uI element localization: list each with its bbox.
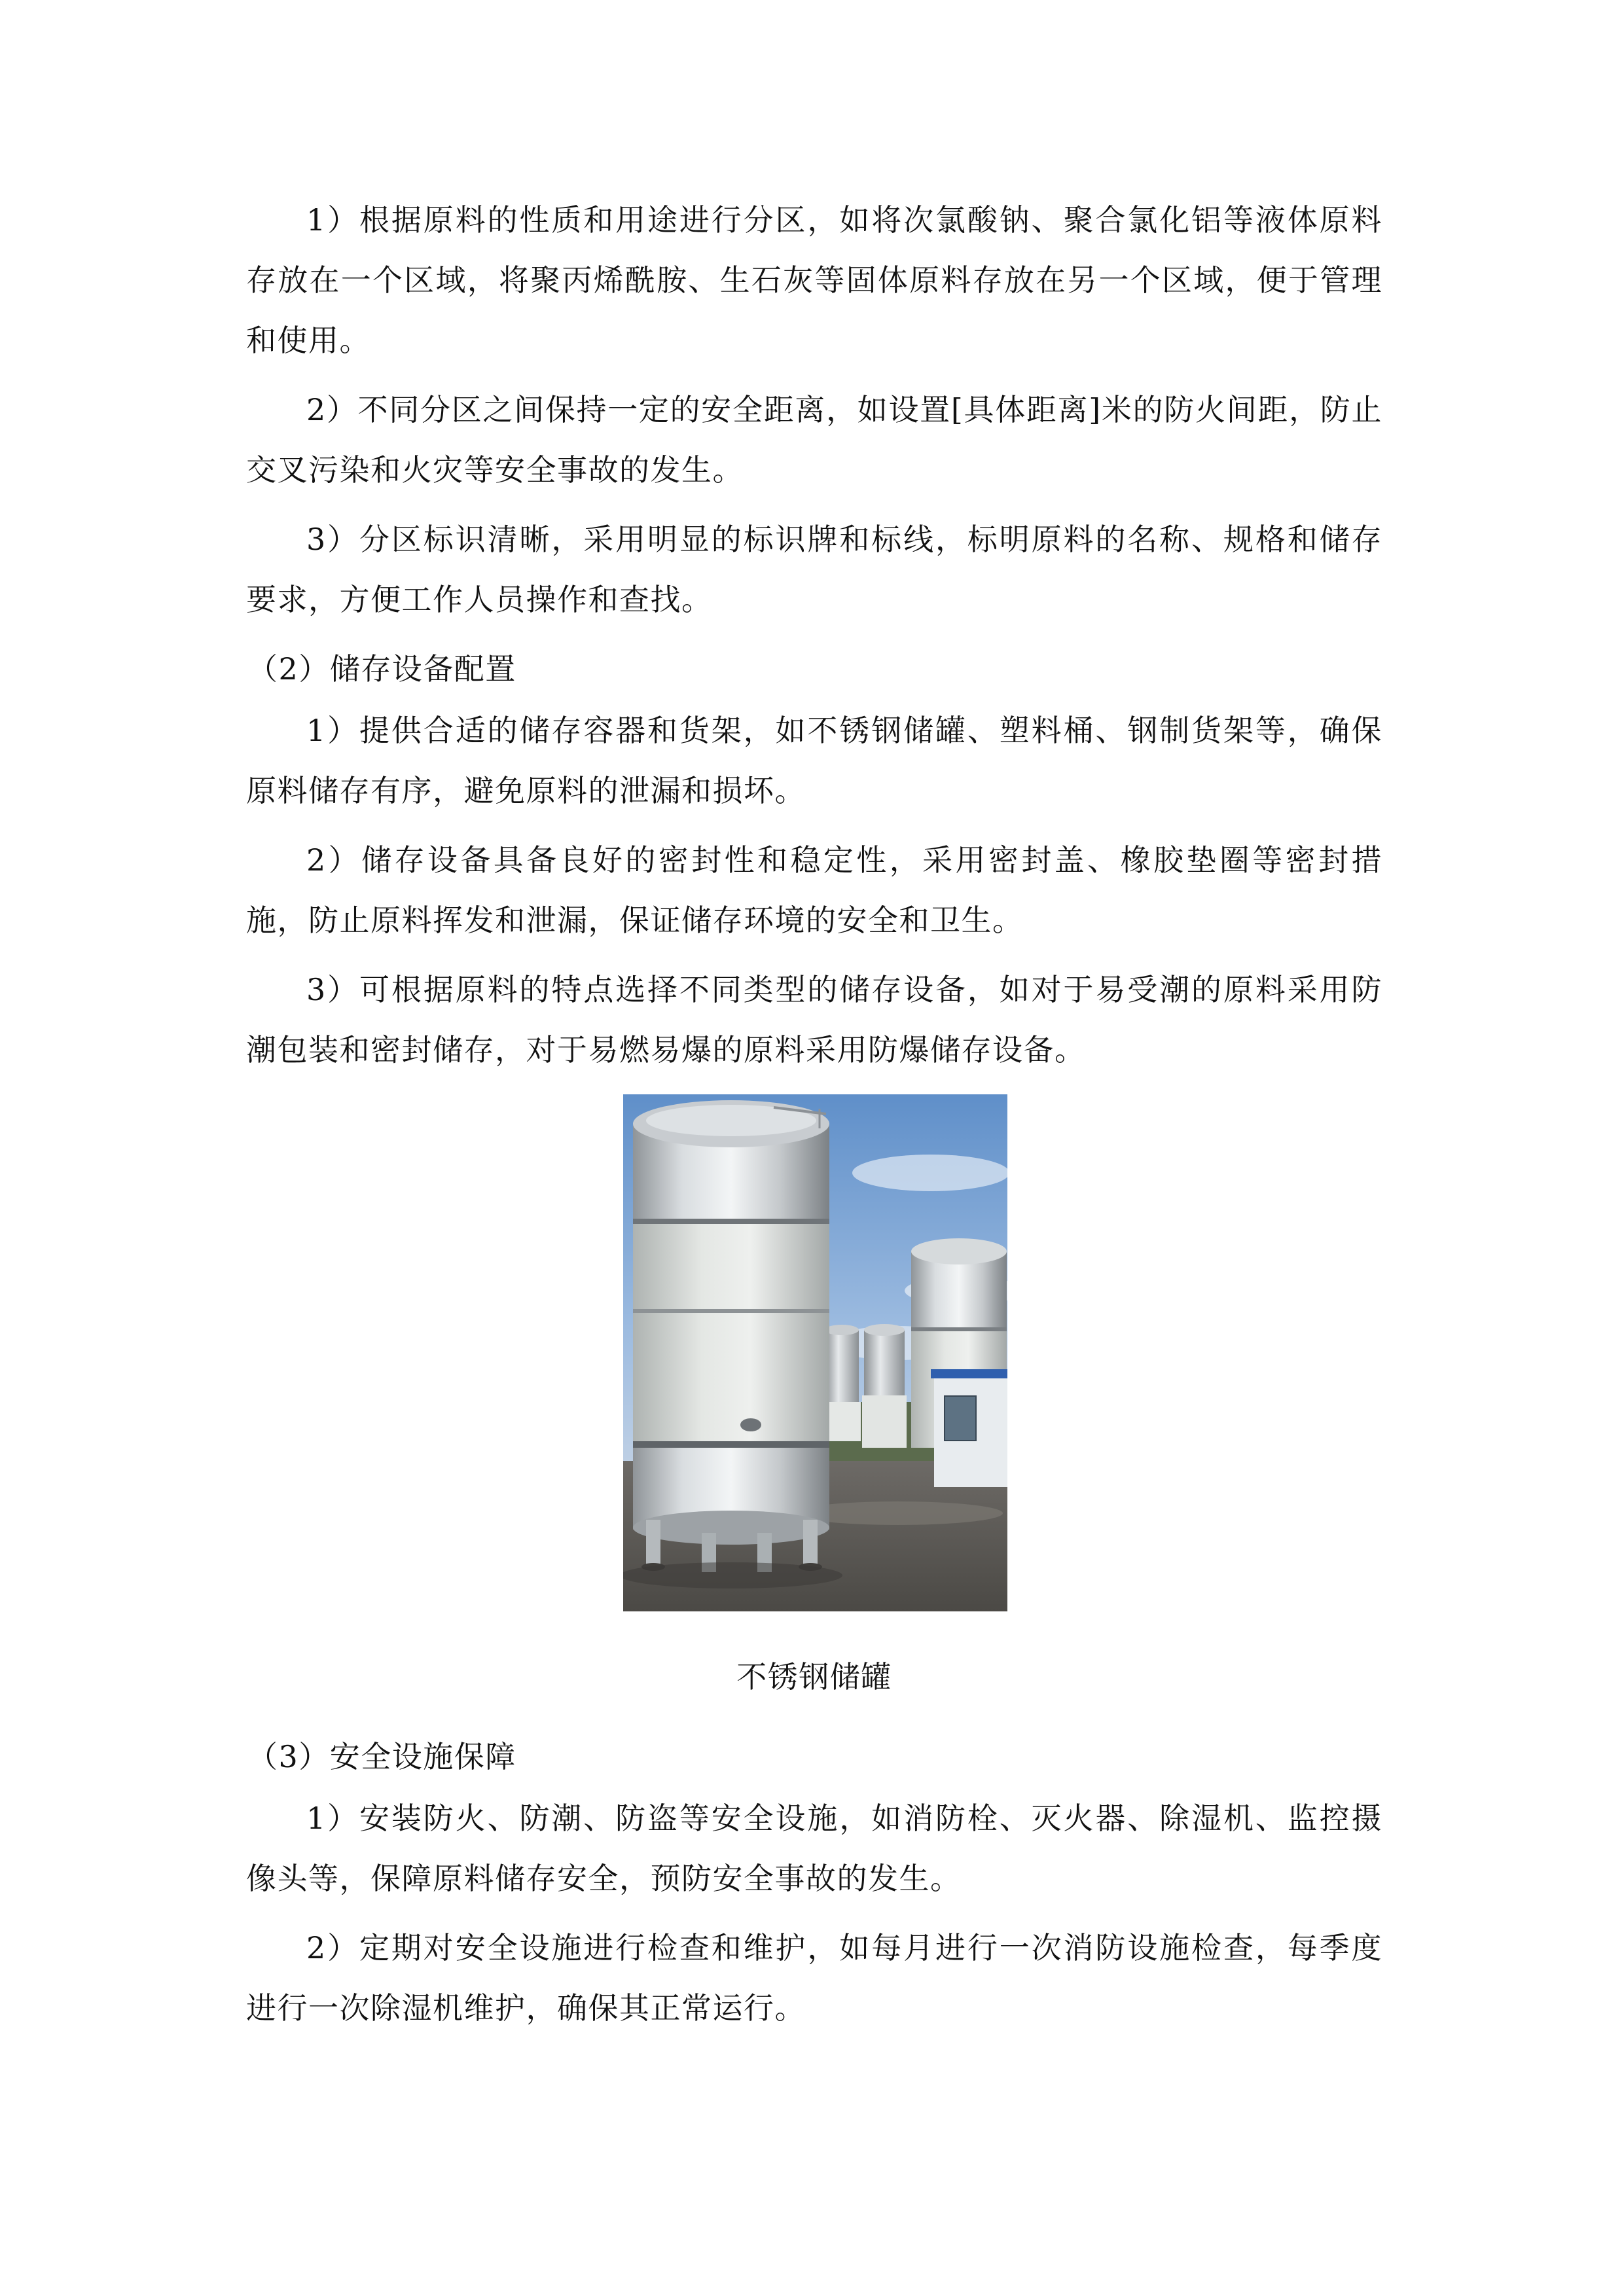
paragraph-inspection-maintenance: 2）定期对安全设施进行检查和维护，如每月进行一次消防设施检查，每季度进行一次除湿机维护，确保其正常运行。 [246, 1930, 1382, 2026]
paragraph-sealing-stability: 2）储存设备具备良好的密封性和稳定性，采用密封盖、橡胶垫圈等密封措施，防止原料挥发和泄漏，保证储存环境的安全和卫生。 [246, 842, 1382, 938]
paragraph-equipment-types: 3）可根据原料的特点选择不同类型的储存设备，如对于易受潮的原料采用防潮包装和密封储存，对于易燃易爆的原料采用防爆储存设备。 [246, 972, 1382, 1067]
paragraph-zone-signage: 3）分区标识清晰，采用明显的标识牌和标线，标明原料的名称、规格和储存要求，方便工作人员操作和查找。 [246, 522, 1382, 617]
paragraph-safety-distance: 2）不同分区之间保持一定的安全距离，如设置[具体距离]米的防火间距，防止交叉污染和火灾等安全事故的发生。 [246, 392, 1382, 488]
paragraph-containers-shelves: 1）提供合适的储存容器和货架，如不锈钢储罐、塑料桶、钢制货架等，确保原料储存有序，避免原料的泄漏和损坏。 [246, 713, 1382, 808]
stainless-steel-tank-photo [623, 1094, 1007, 1611]
figure-caption: 不锈钢储罐 [736, 1659, 892, 1695]
paragraph-zoning-by-nature: 1）根据原料的性质和用途进行分区，如将次氯酸钠、聚合氯化铝等液体原料存放在一个区域，将聚丙烯酰胺、生石灰等固体原料存放在另一个区域，便于管理和使用。 [246, 202, 1382, 358]
figure-storage-tank [246, 1094, 1382, 1644]
paragraph-install-facilities: 1）安装防火、防潮、防盗等安全设施，如消防栓、灭火器、除湿机、监控摄像头等，保障原料储存安全，预防安全事故的发生。 [246, 1801, 1382, 1896]
heading-safety-facilities: （3）安全设施保障 [247, 1739, 516, 1774]
heading-storage-equipment: （2）储存设备配置 [247, 651, 516, 687]
document-body [246, 190, 1382, 2047]
